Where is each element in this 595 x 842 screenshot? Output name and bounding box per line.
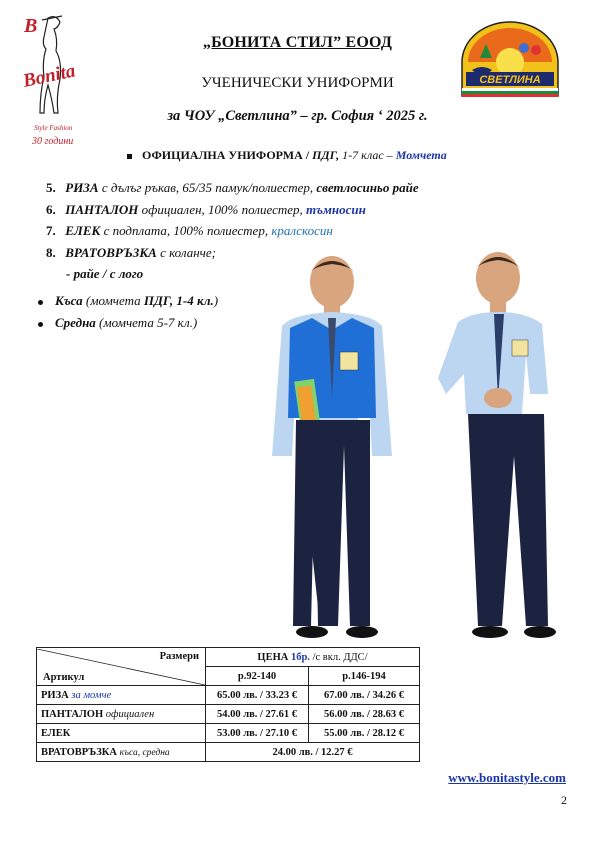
price-table	[36, 647, 420, 762]
table-row: ВРАТОВРЪЗКА къса, средна 24.00 лв. / 12.27 €	[37, 743, 420, 762]
list-item: 6. ПАНТАЛОН официален, 100% полиестер, тъмносин	[46, 201, 366, 217]
page-number: 2	[561, 793, 567, 807]
square-bullet-icon	[127, 154, 132, 159]
list-item: 8. ВРАТОВРЪЗКА с коланче;	[46, 244, 216, 260]
section-heading: ОФИЦИАЛНА УНИФОРМА / ПДГ, 1-7 клас – Момчета	[127, 148, 447, 163]
table-row: ЕЛЕК 53.00 лв. / 27.10 € 55.00 лв. / 28.12 €	[37, 724, 420, 743]
list-item: 7. ЕЛЕК с подплата, 100% полиестер, кралскосин	[46, 223, 333, 238]
document-title: УЧЕНИЧЕСКИ УНИФОРМИ	[201, 75, 394, 91]
table-header-corner: Размери Артикул	[37, 648, 206, 686]
svg-text:СВЕТЛИНА: СВЕТЛИНА	[479, 74, 541, 86]
bullet-icon	[38, 322, 43, 327]
table-row: ПАНТАЛОН официален 54.00 лв. / 27.61 € 56.00 лв. / 28.63 €	[37, 705, 420, 724]
size-column-header: р.146-194	[309, 667, 420, 686]
price-header: ЦЕНА 1бр. /с вкл. ДДС/	[206, 648, 420, 667]
website-link[interactable]: www.bonitastyle.com	[448, 770, 566, 785]
svg-text:Style Fashion: Style Fashion	[34, 124, 73, 132]
uniform-photo	[262, 248, 562, 648]
list-subitem: - райе / с лого	[66, 266, 144, 281]
table-row: РИЗА за момче 65.00 лв. / 33.23 € 67.00 лв. / 34.26 €	[37, 686, 420, 705]
list-item: Къса (момчета ПДГ, 1-4 кл.)	[38, 290, 218, 312]
list-item: 5. РИЗА с дълъг ръкав, 65/35 памук/полиестер, светлосиньо райе	[46, 180, 419, 195]
svg-text:Bonita: Bonita	[21, 60, 78, 92]
list-item: Средна (момчета 5-7 кл.)	[38, 312, 218, 334]
tie-options	[38, 290, 218, 334]
size-column-header: р.92-140	[206, 667, 309, 686]
svg-text:30 години: 30 години	[32, 136, 74, 147]
svg-text:B: B	[24, 15, 38, 37]
company-name: „БОНИТА СТИЛ” ЕООД	[202, 34, 393, 51]
school-line: за ЧОУ „Светлина” – гр. София ‘ 2025 г.	[167, 108, 428, 124]
bullet-icon	[38, 300, 43, 305]
